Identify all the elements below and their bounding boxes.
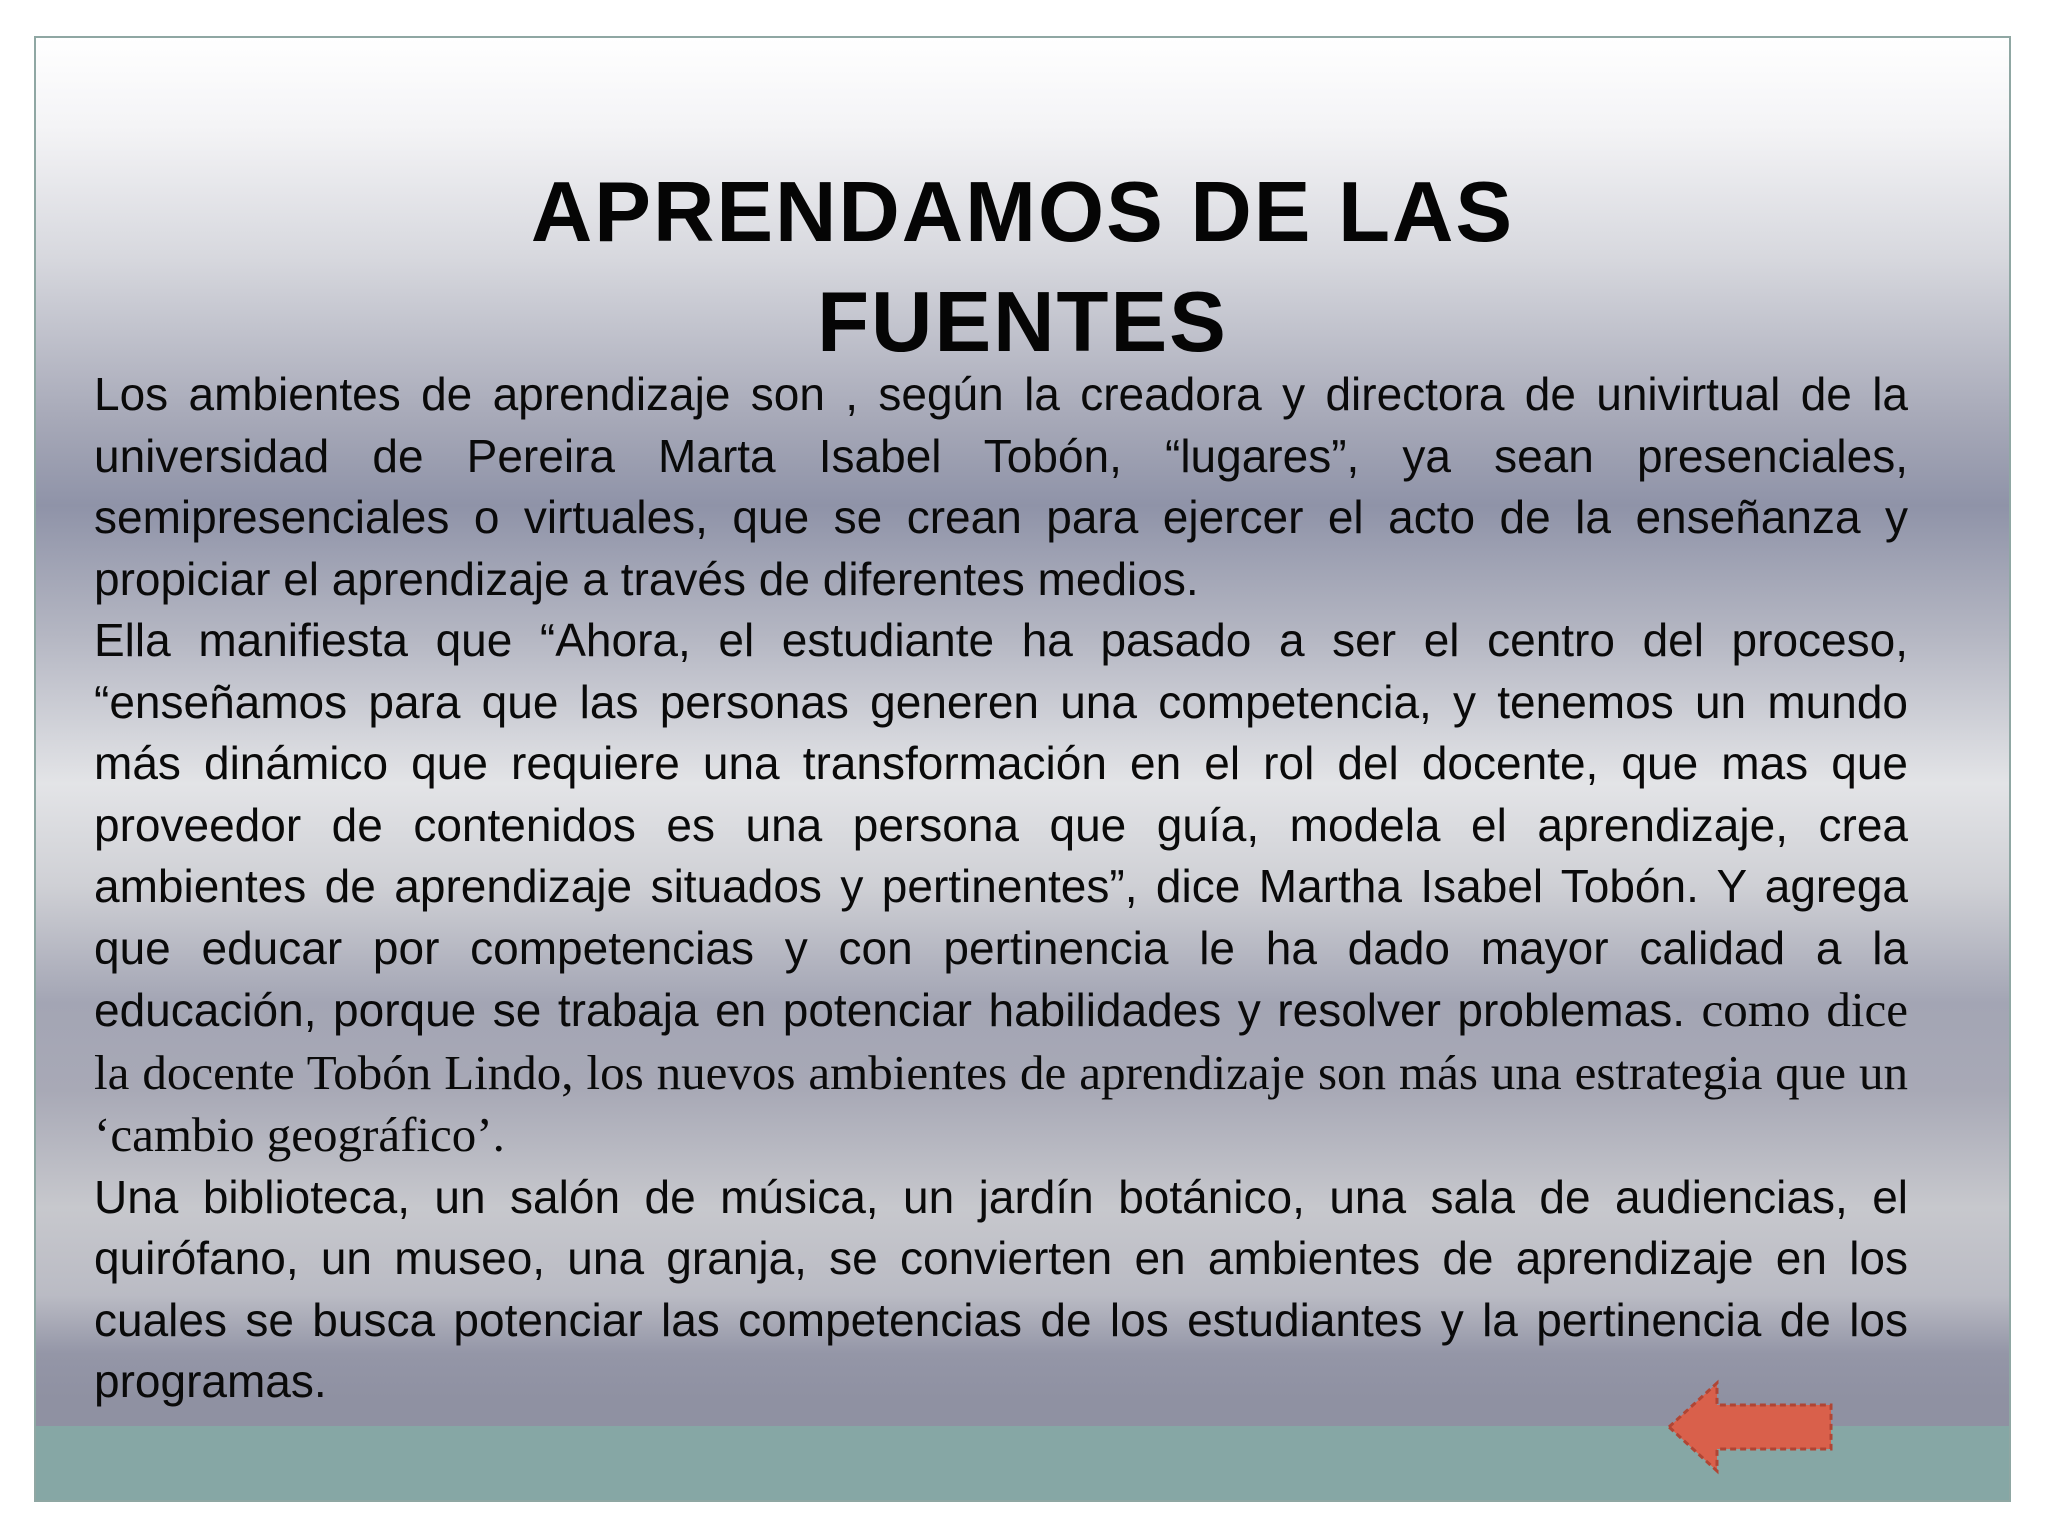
left-arrow-icon[interactable] [1665, 1379, 1835, 1475]
paragraph-1: Los ambientes de aprendizaje son , según la creadora y directora de univirtual de la universidad de Pereira Marta Isabel Tobón, “lugares”, ya sean presenciales, semipresenciales o virtuales, que se crean para ejercer el acto de la enseñanza y propiciar el aprendizaje a través de diferentes medios. [94, 368, 1908, 605]
slide [34, 36, 2011, 1502]
slide-title [36, 158, 2009, 378]
title-line-2: FUENTES [817, 275, 1228, 370]
paragraph-2-sans: Ella manifiesta que “Ahora, el estudiante ha pasado a ser el centro del proceso, “enseñamos para que las personas generen una competencia, y tenemos un mundo más dinámico que requiere una transformación en el rol del docente, que mas que proveedor de contenidos es una persona que guía, modela el aprendizaje, crea ambientes de aprendizaje situados y pertinentes”, dice Martha Isabel Tobón. Y agrega que educar por competencias y con pertinencia le ha dado mayor calidad a la educación, porque se trabaja en potenciar habilidades y resolver problemas. [94, 614, 1908, 1036]
title-line-1: APRENDAMOS DE LAS [530, 165, 1515, 260]
slide-body [94, 364, 1908, 1413]
paragraph-2-serif: como dice la docente Tobón Lindo, los nuevos ambientes de aprendizaje son más una estrategia que un ‘cambio geográfico’. [94, 982, 1908, 1162]
back-arrow-shape [1665, 1379, 1835, 1475]
paragraph-3: Una biblioteca, un salón de música, un jardín botánico, una sala de audiencias, el quirófano, un museo, una granja, se convierten en ambientes de aprendizaje en los cuales se busca potenciar las competencias de los estudiantes y la pertinencia de los programas. [94, 1170, 1908, 1407]
paragraph-2 [94, 610, 1908, 1167]
